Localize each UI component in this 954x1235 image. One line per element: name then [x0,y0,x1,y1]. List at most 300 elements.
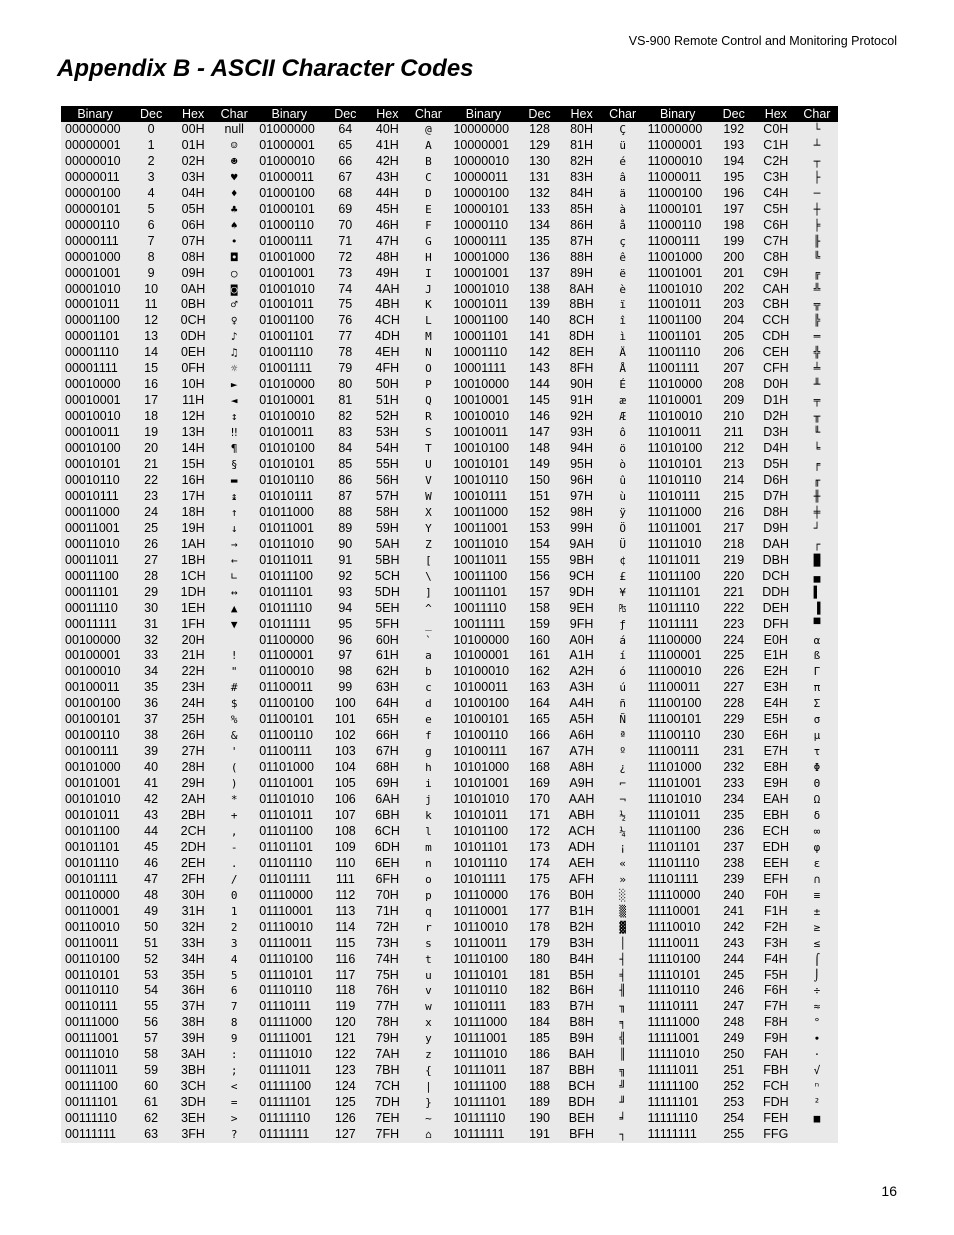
binary-cell: 11100111 [647,744,700,759]
dec-cell: 143 [529,361,550,376]
hex-cell: C2H [763,153,789,168]
char-cell: ┌ [813,537,821,551]
char-cell: R [425,410,432,424]
hex-cell: 8EH [569,345,594,360]
hex-cell: 58H [375,504,399,519]
char-cell: ^ [425,601,432,615]
binary-cell: 10100101 [453,712,510,727]
dec-cell: 5 [147,201,155,216]
hex-cell: F7H [763,999,788,1014]
binary-cell: 00000101 [65,201,121,216]
char-cell: φ [813,840,821,854]
dec-cell: 77 [338,329,353,344]
char-cell: ◘ [230,250,238,264]
binary-cell: 10101000 [453,760,510,775]
dec-cell: 236 [723,823,745,838]
hex-cell: 53H [375,425,399,440]
dec-cell: 93 [338,584,353,599]
dec-cell: 179 [529,935,550,950]
hex-cell: B2H [569,919,594,934]
char-cell: Ω [813,793,821,807]
char-cell: » [619,872,626,886]
dec-cell: 157 [529,584,550,599]
char-cell: ╙ [813,426,821,440]
char-cell: ] [425,585,432,599]
hex-cell: 27H [181,744,205,759]
dec-cell: 0 [147,122,155,136]
dec-cell: 18 [144,409,159,424]
dec-cell: 105 [334,776,356,791]
hex-cell: 9BH [569,552,594,567]
dec-cell: 226 [723,664,745,679]
dec-cell: 36 [144,696,159,711]
hex-cell: BCH [568,1079,595,1094]
hex-cell: D1H [763,393,789,408]
hex-cell: ADH [568,839,595,854]
hex-cell: 0DH [180,329,206,344]
char-cell: ç [619,234,626,248]
dec-cell: 3 [147,169,155,184]
binary-cell: 01000000 [259,122,315,136]
hex-cell: DDH [762,584,790,599]
hex-cell: 75H [375,967,399,982]
dec-cell: 230 [723,728,745,743]
dec-cell: 180 [529,951,550,966]
dec-cell: 137 [529,265,550,280]
char-cell: å [619,218,626,232]
dec-cell: 121 [334,1031,356,1046]
hex-cell: 07H [181,233,205,248]
hex-cell: 7BH [375,1063,400,1078]
hex-cell: F5H [763,967,788,982]
dec-cell: 167 [529,744,550,759]
column-header-dec: Dec [323,106,367,122]
char-cell: α [813,633,821,647]
dec-cell: 43 [144,807,159,822]
dec-cell: 215 [723,488,745,503]
dec-cell: 7 [147,233,155,248]
binary-cell: 11011111 [647,616,699,631]
table-row [61,297,838,313]
table-row [61,457,838,473]
dec-cell: 100 [334,696,356,711]
hex-cell: 30H [181,887,205,902]
table-row [61,696,838,712]
dec-cell: 52 [144,951,159,966]
char-cell: | [425,1080,432,1094]
binary-cell: 10010010 [453,409,510,424]
hex-cell: 13H [181,425,205,440]
binary-cell: 01010101 [259,457,315,472]
char-cell: É [619,378,626,392]
char-cell: Ü [619,537,626,551]
dec-cell: 124 [334,1079,356,1094]
char-cell: ← [230,553,238,567]
char-cell: ÷ [813,984,821,998]
hex-cell: A2H [569,664,594,679]
hex-cell: 3AH [180,1047,206,1062]
binary-cell: 10001001 [453,265,510,280]
table-row [61,824,838,840]
dec-cell: 152 [529,504,550,519]
binary-cell: 10100010 [453,664,510,679]
char-cell: / [230,872,238,886]
hex-cell: E4H [763,696,788,711]
binary-cell: 10000000 [453,122,510,136]
table-row [61,186,838,202]
column-header-dec: Dec [712,106,756,122]
char-cell: í [619,649,626,663]
binary-cell: 01011000 [259,504,314,519]
dec-cell: 49 [144,903,159,918]
dec-cell: 70 [338,217,353,232]
dec-cell: 192 [723,122,745,136]
hex-cell: 1AH [180,536,206,551]
binary-cell: 11111111 [647,1127,697,1142]
dec-cell: 197 [723,201,745,216]
binary-cell: 10100110 [453,728,509,743]
hex-cell: A1H [569,648,594,663]
binary-cell: 00101110 [65,855,119,870]
hex-cell: 56H [375,472,399,487]
hex-cell: B5H [569,967,594,982]
binary-cell: 11111010 [647,1047,700,1062]
binary-cell: 00001000 [65,249,121,264]
dec-cell: 221 [723,584,745,599]
char-cell: ₧ [619,601,626,615]
char-cell: « [619,856,626,870]
dec-cell: 182 [529,983,550,998]
dec-cell: 115 [335,935,356,950]
dec-cell: 175 [529,871,550,886]
table-row [61,122,838,138]
dec-cell: 2 [147,153,155,168]
char-cell: ├ [813,170,821,184]
binary-cell: 01110110 [259,983,313,998]
binary-cell: 11010101 [647,457,703,472]
hex-cell: BEH [568,1111,595,1126]
hex-cell: B3H [569,935,594,950]
char-cell: π [813,681,821,695]
hex-cell: 02H [181,153,205,168]
hex-cell: 23H [181,680,205,695]
binary-cell: 11011000 [647,504,702,519]
binary-cell: 10000111 [453,233,508,248]
dec-cell: 26 [144,536,159,551]
binary-cell: 10101001 [453,776,510,791]
dec-cell: 214 [723,472,745,487]
dec-cell: 74 [338,281,353,296]
dec-cell: 144 [529,377,550,392]
hex-cell: B8H [569,1015,594,1030]
hex-cell: FDH [762,1095,789,1110]
binary-cell: 10101111 [453,871,507,886]
binary-cell: 11001100 [647,313,702,328]
hex-cell: EAH [762,792,789,807]
dec-cell: 219 [723,552,745,567]
hex-cell: 0FH [181,361,205,376]
hex-cell: 7EH [375,1111,400,1126]
char-cell: ╩ [813,282,821,296]
binary-cell: 01000110 [259,217,314,232]
binary-cell: 01110101 [259,967,313,982]
char-cell: Φ [813,761,821,775]
binary-cell: 10110111 [453,999,507,1014]
hex-cell: 61H [375,648,399,663]
table-row [61,968,838,984]
table-header-row [61,106,838,122]
hex-cell: 89H [570,265,594,280]
hex-cell: C0H [763,122,789,136]
dec-cell: 109 [334,839,356,854]
ascii-table [61,106,838,1143]
char-cell: ♫ [230,346,238,360]
char-cell: ■ [813,1112,821,1126]
char-cell: £ [619,569,626,583]
hex-cell: D9H [763,520,789,535]
binary-cell: 11100110 [647,728,701,743]
char-cell: ○ [230,266,238,280]
char-cell: ╕ [619,1016,626,1030]
binary-cell: 01000101 [259,201,315,216]
hex-cell: 12H [181,409,205,424]
dec-cell: 151 [529,488,550,503]
binary-cell: 01111111 [259,1127,310,1142]
dec-cell: 24 [144,504,159,519]
hex-cell: FBH [763,1063,789,1078]
hex-cell: 54H [375,441,399,456]
table-row [61,266,838,282]
column-header-char: Char [407,106,449,122]
binary-cell: 11101001 [647,776,702,791]
binary-cell: 01000001 [259,137,315,152]
hex-cell: B9H [569,1031,594,1046]
dec-cell: 116 [335,951,356,966]
binary-cell: 10000011 [453,169,509,184]
char-cell: ╢ [619,984,626,998]
hex-cell: D5H [763,457,789,472]
binary-cell: 10000010 [453,153,510,168]
hex-cell: BFH [569,1127,595,1142]
dec-cell: 31 [144,616,159,631]
binary-cell: 11100011 [647,680,701,695]
char-cell: ∟ [230,569,238,583]
char-cell: b [425,665,432,679]
binary-cell: 00100111 [65,744,119,759]
hex-cell: A6H [569,728,594,743]
binary-cell: 00010110 [65,472,120,487]
dec-cell: 23 [144,488,159,503]
column-header-dec: Dec [518,106,562,122]
dec-cell: 241 [723,903,745,918]
dec-cell: 252 [723,1079,745,1094]
binary-cell: 01001010 [259,281,315,296]
dec-cell: 164 [529,696,550,711]
dec-cell: 15 [144,361,159,376]
hex-cell: 41H [375,137,399,152]
table-row [61,489,838,505]
binary-cell: 00110001 [65,903,120,918]
char-cell: Æ [619,410,626,424]
hex-cell: E7H [763,744,788,759]
hex-cell: 08H [181,249,205,264]
dec-cell: 60 [144,1079,159,1094]
dec-cell: 8 [147,249,155,264]
char-cell: ╞ [813,218,821,232]
dec-cell: 159 [529,616,550,631]
binary-cell: 01110111 [259,999,312,1014]
binary-cell: 11101000 [647,760,702,775]
binary-cell: 10011111 [453,616,506,631]
char-cell: ╛ [619,1112,626,1126]
char-cell: } [425,1096,432,1110]
char-cell: ╜ [619,1096,626,1110]
char-cell: f [425,729,432,743]
table-row [61,952,838,968]
char-cell: ⁿ [813,1080,821,1094]
char-cell: δ [813,808,821,822]
char-cell: ◄ [230,394,238,408]
binary-cell: 11111101 [647,1095,699,1110]
dec-cell: 171 [529,807,550,822]
hex-cell: 28H [181,760,205,775]
binary-cell: 00111111 [65,1127,116,1142]
char-cell: a [425,649,432,663]
binary-cell: 10110100 [453,951,509,966]
char-cell: ¢ [619,553,626,567]
hex-cell: 63H [375,680,399,695]
dec-cell: 84 [338,441,353,456]
dec-cell: 255 [723,1127,745,1142]
binary-cell: 00010111 [65,488,119,503]
binary-cell: 11101011 [647,807,701,822]
hex-cell: AEH [568,855,595,870]
binary-cell: 00100101 [65,712,121,727]
char-cell: ) [230,777,238,791]
hex-cell: 9EH [569,600,594,615]
hex-cell: 48H [375,249,399,264]
binary-cell: 01100011 [259,680,313,695]
char-cell: ; [230,1064,238,1078]
hex-cell: 97H [570,488,594,503]
table-row [61,728,838,744]
table-row [61,664,838,680]
char-cell: ☺ [230,138,238,152]
char-cell: k [425,808,432,822]
binary-cell: 00100010 [65,664,121,679]
char-cell: · [813,1048,821,1062]
binary-cell: 10101011 [453,807,509,822]
dec-cell: 233 [723,776,745,791]
table-row [61,633,838,649]
char-cell: │ [619,936,626,950]
char-cell: 6 [230,984,238,998]
char-cell: ╔ [813,266,821,280]
binary-cell: 00011001 [65,520,120,535]
binary-cell: 00110110 [65,983,119,998]
char-cell: ⌡ [813,968,821,982]
binary-cell: 10101101 [453,839,509,854]
binary-cell: 11011100 [647,568,701,583]
table-row [61,1047,838,1063]
char-cell: ( [230,761,238,775]
dec-cell: 59 [144,1063,159,1078]
char-cell: ╗ [619,1064,626,1078]
binary-cell: 01001101 [259,329,314,344]
binary-cell: 00110111 [65,999,118,1014]
dec-cell: 204 [723,313,745,328]
dec-cell: 185 [529,1031,550,1046]
dec-cell: 222 [723,600,745,615]
page-title: Appendix B - ASCII Character Codes [57,55,474,82]
hex-cell: CCH [762,313,790,328]
char-cell: > [230,1112,238,1126]
table-row [61,218,838,234]
table-row [61,329,838,345]
binary-cell: 10101010 [453,792,510,807]
dec-cell: 57 [144,1031,159,1046]
table-row [61,760,838,776]
dec-cell: 217 [723,520,745,535]
char-cell: ⌠ [813,952,821,966]
binary-cell: 00001101 [65,329,120,344]
hex-cell: A4H [569,696,594,711]
dec-cell: 200 [723,249,745,264]
table-row [61,744,838,760]
binary-cell: 11100100 [647,696,702,711]
char-cell: ┐ [619,1128,626,1142]
dec-cell: 107 [334,807,356,822]
dec-cell: 66 [338,153,353,168]
dec-cell: 239 [723,871,745,886]
binary-cell: 00101001 [65,776,121,791]
hex-cell: EEH [762,855,789,870]
char-cell: ░ [619,888,626,902]
dec-cell: 205 [723,329,745,344]
binary-cell: 00110011 [65,935,119,950]
dec-cell: 20 [144,441,159,456]
dec-cell: 87 [338,488,353,503]
binary-cell: 10000101 [453,201,510,216]
hex-cell: 9AH [569,536,594,551]
binary-cell: 10101110 [453,855,508,870]
char-cell: ä [619,186,626,200]
dec-cell: 189 [529,1095,550,1110]
hex-cell: D8H [763,504,789,519]
hex-cell: A7H [569,744,594,759]
char-cell: \ [425,569,432,583]
binary-cell: 01001100 [259,313,314,328]
hex-cell: 47H [375,233,399,248]
table-row [61,776,838,792]
hex-cell: 3CH [180,1079,206,1094]
dec-cell: 11 [144,297,158,312]
char-cell: V [425,473,432,487]
binary-cell: 00011101 [65,584,119,599]
binary-cell: 00101100 [65,823,120,838]
dec-cell: 88 [338,504,353,519]
hex-cell: 5FH [375,616,400,631]
hex-cell: B7H [569,999,594,1014]
hex-cell: F2H [763,919,788,934]
binary-cell: 00000001 [65,137,121,152]
dec-cell: 12 [144,313,159,328]
binary-cell: 10111101 [453,1095,507,1110]
char-cell: ë [619,266,626,280]
dec-cell: 41 [144,776,159,791]
running-header: VS-900 Remote Control and Monitoring Protocol [628,34,897,48]
binary-cell: 11001001 [647,265,703,280]
